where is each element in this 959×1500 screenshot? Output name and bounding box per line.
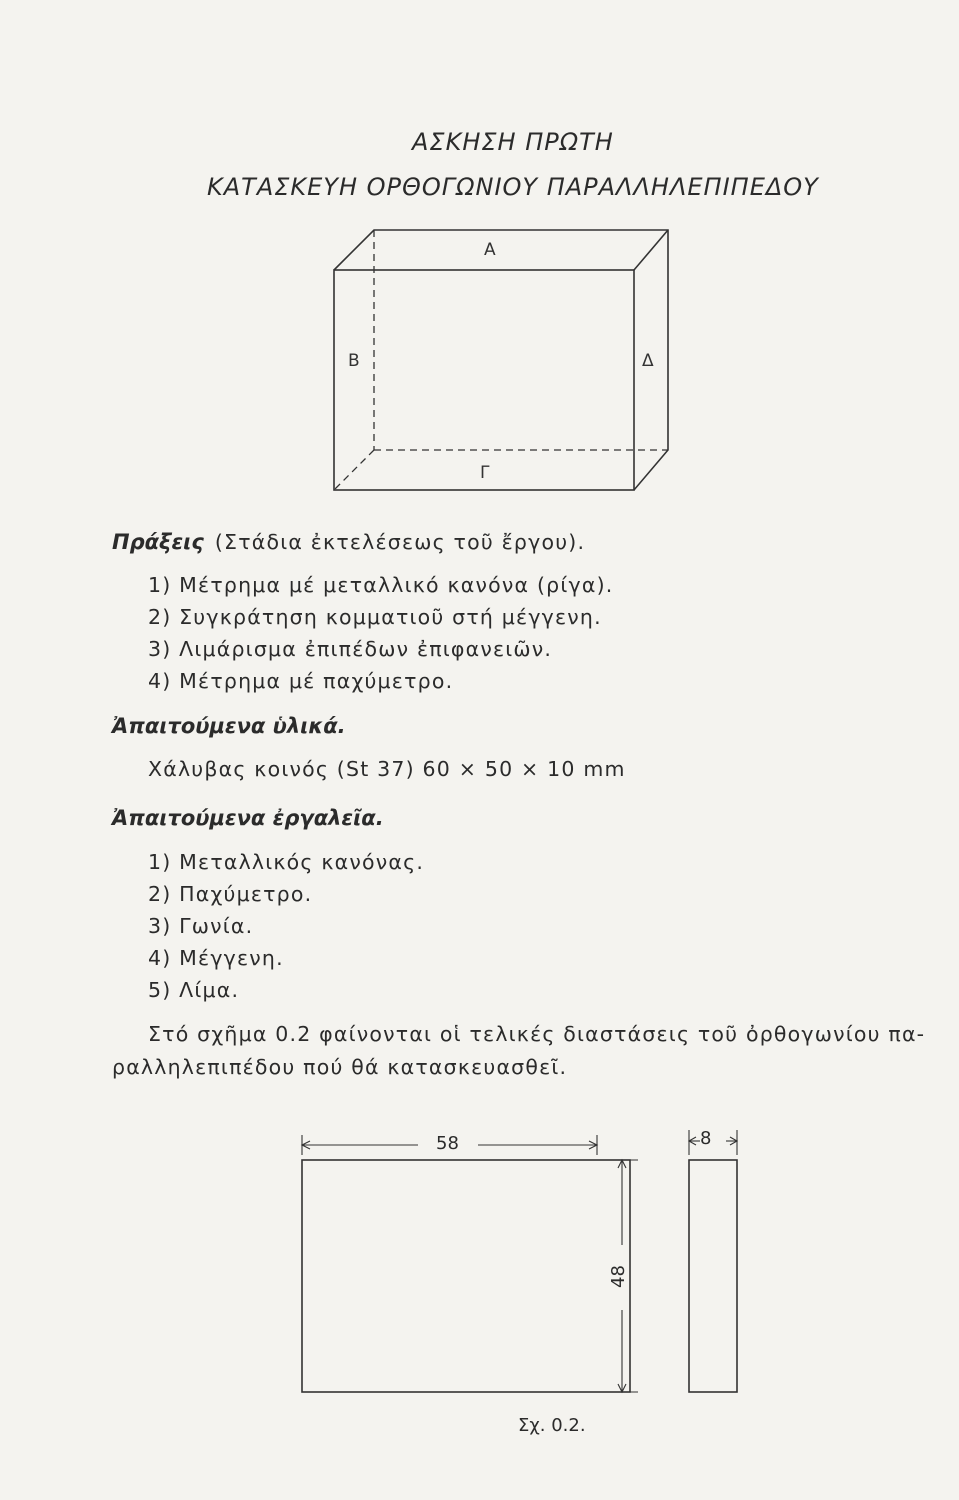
actions-heading: Πράξεις: [112, 530, 204, 554]
figure-caption: Σχ. 0.2.: [518, 1415, 586, 1436]
list-item: 2) Συγκράτηση κομματιοῦ στή μέγγενη.: [148, 605, 602, 629]
list-item: 4) Μέτρημα μέ παχύμετρο.: [148, 669, 454, 693]
box-label-top: Α: [484, 240, 496, 260]
tools-heading: Ἀπαιτούμενα ἐργαλεῖα.: [112, 806, 384, 830]
box-label-left: Β: [348, 351, 360, 371]
list-item: 3) Λιμάρισμα ἐπιπέδων ἐπιφανειῶν.: [148, 637, 553, 661]
list-item: 1) Μεταλλικός κανόνας.: [148, 850, 425, 874]
box-top-right-edge: [634, 230, 668, 270]
box-label-bottom: Γ: [480, 463, 490, 483]
materials-heading: Ἀπαιτούμενα ὑλικά.: [112, 714, 346, 738]
box-back-edges: [334, 230, 668, 490]
list-item: 2) Παχύμετρο.: [148, 882, 313, 906]
list-item: 3) Γωνία.: [148, 914, 254, 938]
box-hidden-edges: [334, 230, 668, 490]
tools-list: [148, 850, 424, 1010]
list-item: 5) Λίμα.: [148, 978, 240, 1002]
materials-text: Χάλυβας κοινός (St 37) 60 × 50 × 10 mm: [148, 757, 626, 781]
box-front-face: [334, 270, 634, 490]
plate-side-view: [689, 1160, 737, 1392]
exercise-title: ΑΣΚΗΣΗ ΠΡΩΤΗ: [412, 128, 614, 156]
list-item: 4) Μέγγενη.: [148, 946, 284, 970]
exercise-subject: ΚΑΤΑΣΚΕΥΗ ΟΡΘΟΓΩΝΙΟΥ ΠΑΡΑΛΛΗΛΕΠΙΠΕΔΟΥ: [207, 173, 819, 201]
dimension-thickness-label: 8: [700, 1128, 712, 1149]
box-label-right: Δ: [642, 351, 654, 371]
plate-front-view: [302, 1160, 630, 1392]
actions-header: [112, 530, 585, 554]
dimension-lines: [302, 1130, 737, 1392]
paragraph-line-1: Στό σχῆμα 0.2 φαίνονται οἱ τελικές διαστάσεις τοῦ ὀρθογωνίου πα-: [148, 1022, 926, 1046]
paragraph-line-2: ραλληλεπιπέδου πού θά κατασκευασθεῖ.: [112, 1055, 568, 1079]
dimension-height-label: 48: [607, 1265, 629, 1288]
dimension-width-label: 58: [436, 1133, 459, 1154]
actions-list: [148, 573, 613, 701]
actions-note: (Στάδια ἐκτελέσεως τοῦ ἔργου).: [214, 530, 586, 554]
list-item: 1) Μέτρημα μέ μεταλλικό κανόνα (ρίγα).: [148, 573, 614, 597]
